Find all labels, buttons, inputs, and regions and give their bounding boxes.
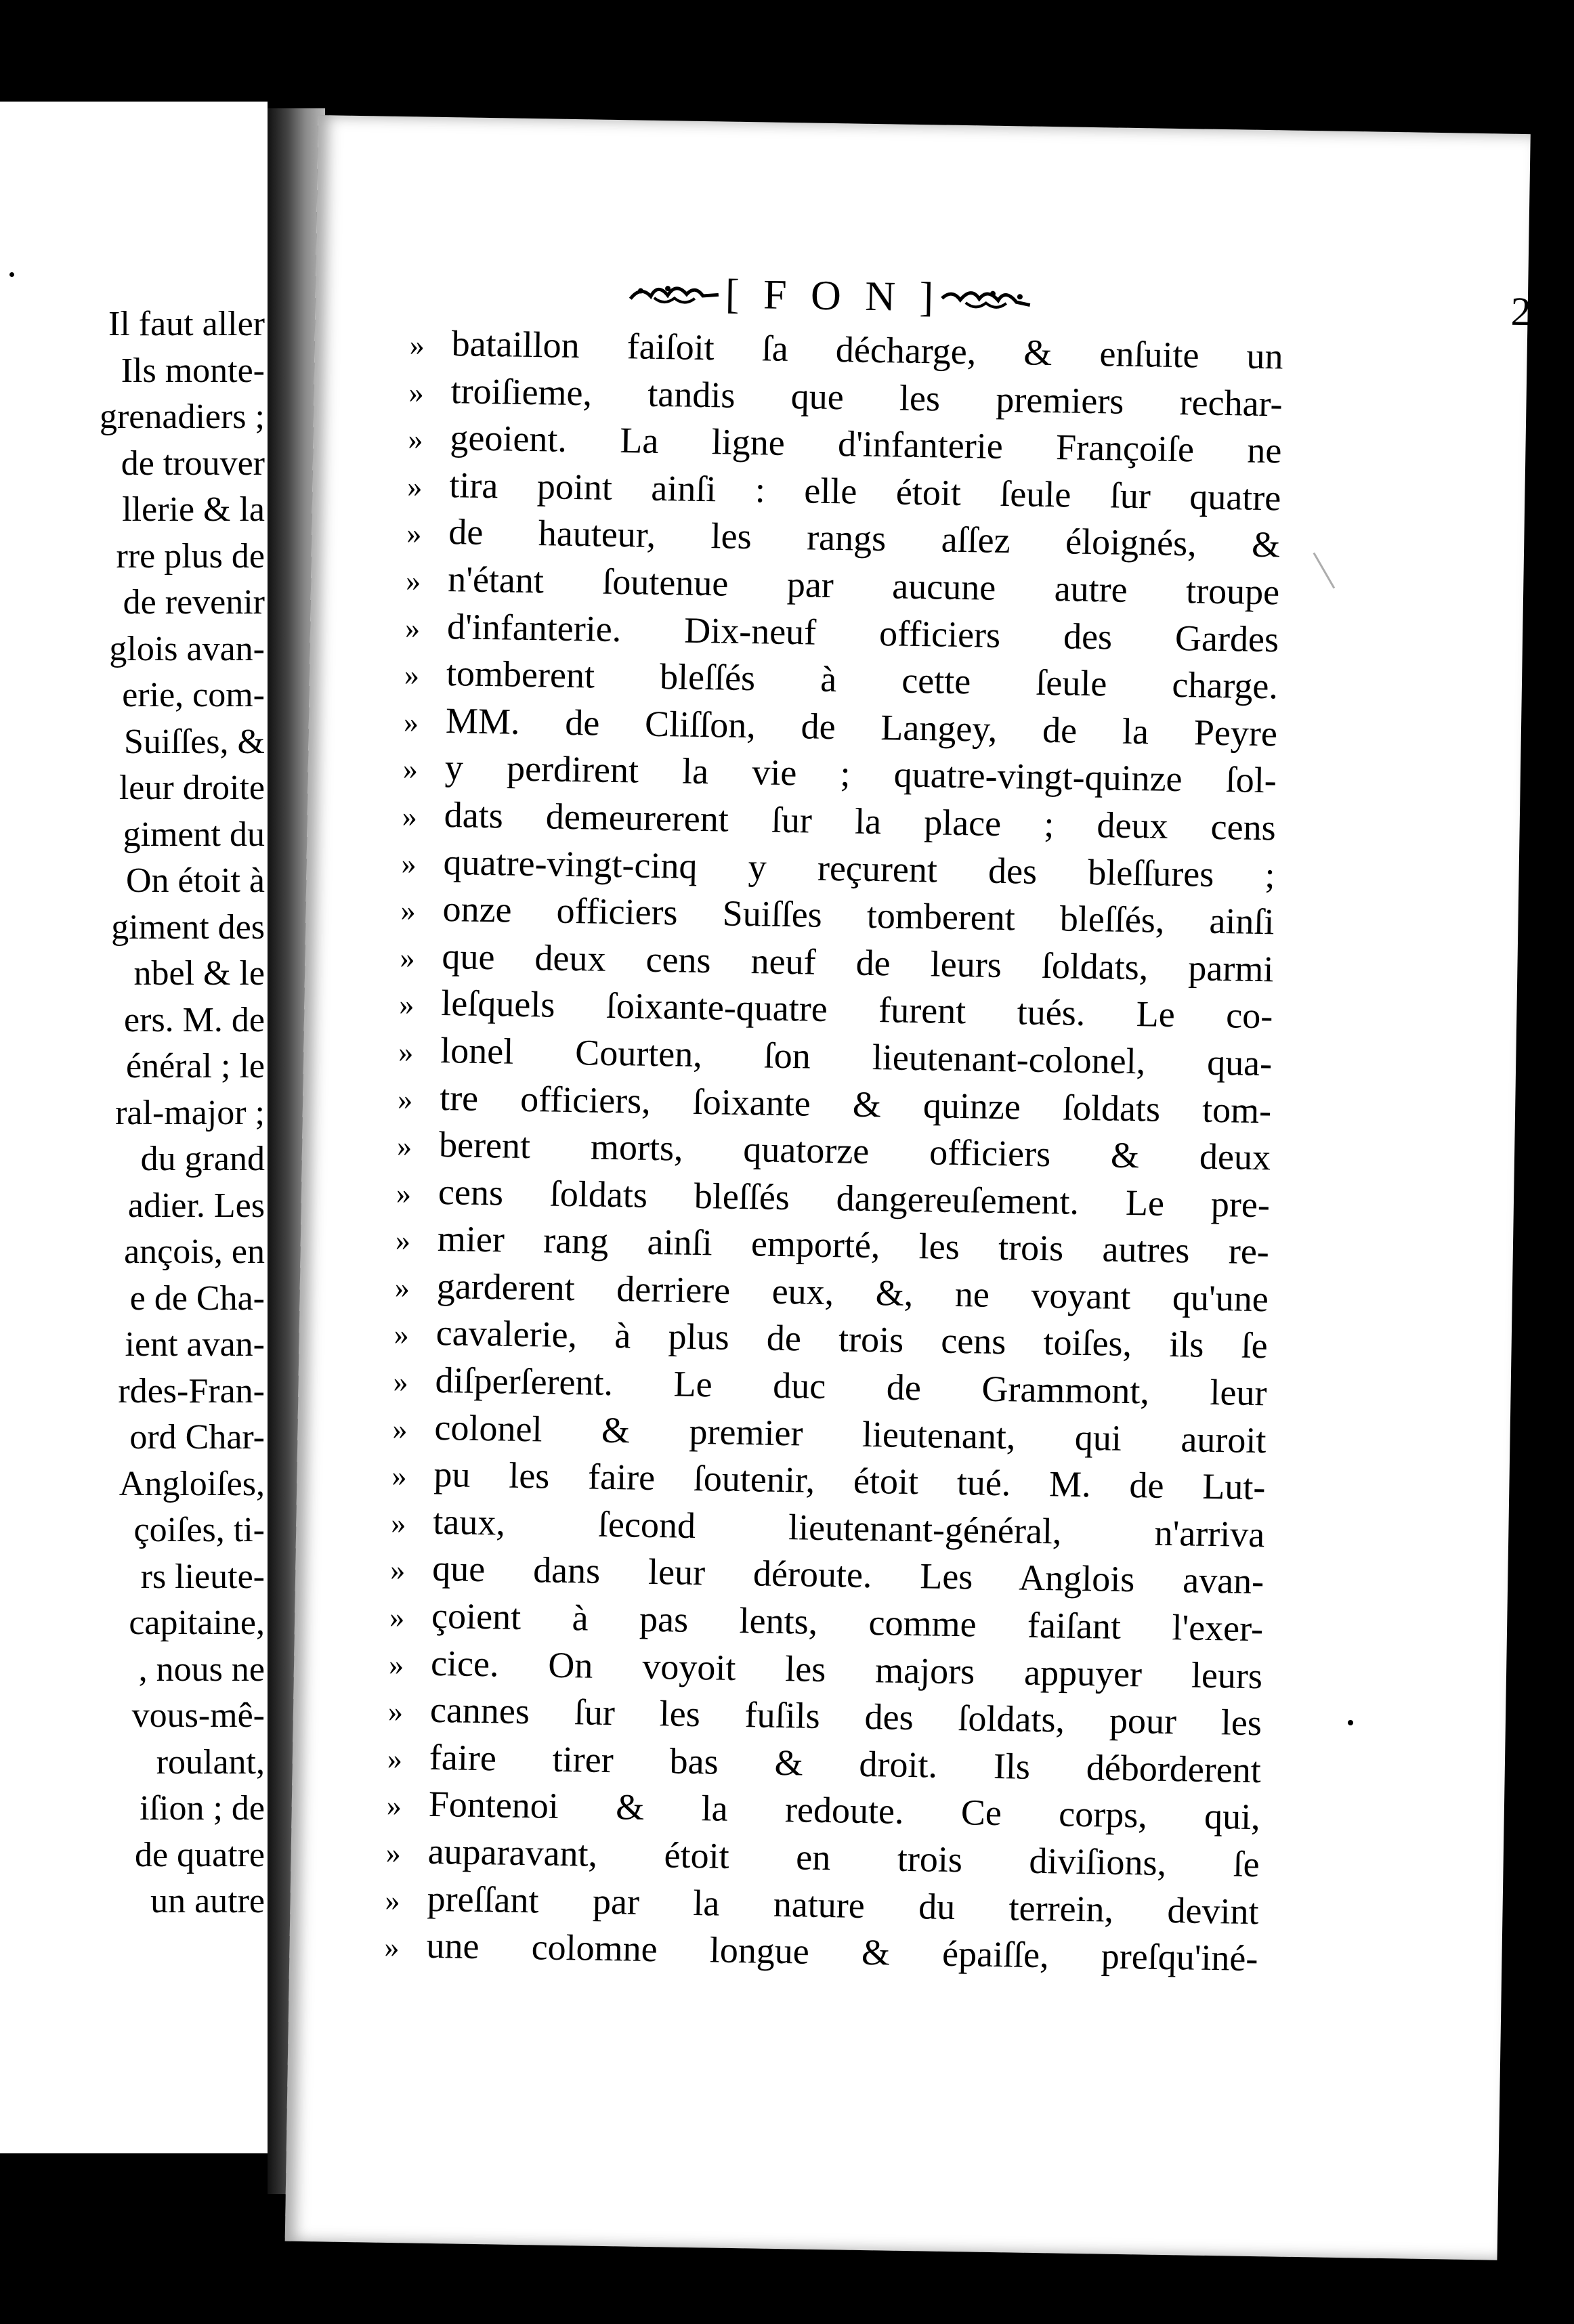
- left-page-line: giment des: [111, 907, 265, 947]
- left-page-line: Suiſſes, &: [123, 722, 265, 761]
- left-page-line: de revenir: [123, 583, 265, 622]
- left-ornament-icon: [627, 278, 723, 309]
- quote-mark: »: [387, 1742, 403, 1776]
- quote-mark: »: [402, 800, 418, 834]
- left-page-line: ers. M. de: [124, 1000, 265, 1039]
- quote-mark: »: [406, 517, 422, 551]
- left-page-line: llerie & la: [122, 490, 265, 529]
- left-page-line: du grand: [140, 1140, 265, 1178]
- quote-mark: »: [397, 1082, 413, 1116]
- line-text: tira point ainſi : elle étoit ſeule ſur quatre: [448, 464, 1281, 519]
- quote-mark: »: [392, 1412, 408, 1446]
- running-head: [ F O N ]: [725, 271, 941, 321]
- line-text: bataillon faiſoit ſa décharge, & enſuite un: [451, 323, 1284, 377]
- line-text: faire tirer bas & droit. Ils déborderent: [429, 1736, 1262, 1790]
- left-page-line: On étoit à: [125, 861, 265, 900]
- line-text: auparavant, étoit en trois diviſions, ſe: [427, 1830, 1260, 1885]
- quote-mark: »: [409, 328, 425, 362]
- quote-mark: »: [404, 658, 420, 692]
- line-text: que deux cens neuf de leurs ſoldats, parmi: [442, 935, 1274, 990]
- quote-mark: »: [394, 1270, 410, 1305]
- quote-mark: »: [396, 1129, 412, 1163]
- line-text: garderent derriere eux, &, ne voyant qu'une: [436, 1265, 1269, 1320]
- left-page-line: grenadiers ;: [99, 397, 265, 436]
- quote-mark: »: [395, 1224, 411, 1257]
- line-text: cens ſoldats bleſſés dangereuſement. Le pre-: [438, 1171, 1271, 1225]
- left-page-line: , nous ne: [138, 1650, 265, 1689]
- left-page-line: de quatre: [134, 1835, 265, 1874]
- quote-mark: »: [398, 988, 414, 1022]
- line-text: geoient. La ligne d'infanterie Françoiſe ne: [450, 417, 1282, 471]
- line-text: cannes ſur les fuſils des ſoldats, pour les: [429, 1690, 1262, 1744]
- left-page-line: giment du: [123, 815, 265, 854]
- line-text: de hauteur, les rangs aſſez éloignés, &: [448, 511, 1281, 565]
- quote-mark: »: [385, 1836, 402, 1870]
- line-text: diſperſerent. Le duc de Grammont, leur: [435, 1360, 1267, 1414]
- line-text: que dans leur déroute. Les Anglois avan-: [431, 1548, 1264, 1602]
- left-page-line: capitaine,: [129, 1604, 265, 1642]
- quote-mark: »: [393, 1365, 409, 1399]
- left-page-text: [1, 301, 265, 1925]
- quote-mark: »: [384, 1931, 400, 1964]
- quote-mark: »: [407, 469, 423, 504]
- line-text: troiſieme, tandis que les premiers rechar-: [450, 370, 1283, 425]
- line-text: lonel Courten, ſon lieutenant-colonel, qua-: [440, 1029, 1273, 1084]
- left-page-line: adier. Les: [127, 1186, 265, 1225]
- body-text: [384, 320, 1283, 1983]
- line-text: berent morts, quatorze officiers & deux: [438, 1124, 1271, 1178]
- quote-mark: »: [408, 375, 424, 410]
- main-page: [285, 115, 1552, 2260]
- left-page-line: çoiſes, ti-: [133, 1511, 265, 1549]
- ink-dot: [9, 272, 14, 277]
- left-page-line: rre plus de: [116, 536, 265, 576]
- left-page-line: un autre: [150, 1882, 265, 1920]
- line-text: pu les faire ſoutenir, étoit tué. M. de Lut-: [433, 1454, 1266, 1508]
- quote-mark: »: [398, 1035, 414, 1069]
- quote-mark: »: [391, 1459, 407, 1493]
- page-number: 25: [1510, 288, 1552, 335]
- left-page-line: e de Cha-: [129, 1278, 265, 1318]
- quote-mark: »: [389, 1600, 405, 1635]
- left-page-line: vous-mê-: [131, 1696, 265, 1735]
- left-page-line: ançois, en: [124, 1232, 265, 1271]
- left-page-line: iſion ; de: [140, 1789, 265, 1828]
- right-ornament-icon: [939, 283, 1034, 314]
- quote-mark: »: [389, 1553, 406, 1587]
- left-page-line: ient avan-: [125, 1325, 265, 1364]
- left-page-line: leur droite: [119, 769, 265, 807]
- quote-mark: »: [396, 1176, 412, 1211]
- quote-mark: »: [408, 423, 423, 456]
- quote-mark: »: [388, 1648, 404, 1681]
- line-text: d'infanterie. Dix-neuf officiers des Gardes: [446, 605, 1279, 660]
- quote-mark: »: [385, 1883, 400, 1917]
- left-page-line: Ils monte-: [121, 351, 265, 390]
- left-page-line: nbel & le: [133, 954, 265, 993]
- left-page-line: roulant,: [156, 1742, 265, 1782]
- left-page-line: de trouver: [121, 444, 265, 483]
- left-page-line: énéral ; le: [126, 1047, 265, 1085]
- line-text: cavalerie, à plus de trois cens toiſes, ils ſe: [435, 1312, 1269, 1367]
- line-text: tre officiers, ſoixante & quinze ſoldats tom-: [439, 1077, 1272, 1131]
- line-text: mier rang ainſi emporté, les trois autres re-: [437, 1218, 1270, 1272]
- line-text: Fontenoi & la redoute. Ce corps, qui,: [428, 1784, 1261, 1838]
- left-page-line: Il faut aller: [108, 305, 265, 343]
- quote-mark: »: [403, 705, 419, 739]
- line-text: MM. de Cliſſon, de Langey, de la Peyre: [445, 700, 1278, 754]
- quote-mark: »: [390, 1506, 406, 1541]
- left-page-line: rs lieute-: [140, 1557, 265, 1596]
- quote-mark: »: [402, 752, 419, 786]
- line-text: dats demeurerent ſur la place ; deux cens: [444, 794, 1277, 848]
- quote-mark: »: [387, 1695, 404, 1729]
- line-text: cice. On voyoit les majors appuyer leurs: [430, 1642, 1263, 1696]
- left-page-line: Angloiſes,: [119, 1464, 265, 1503]
- quote-mark: »: [400, 941, 415, 975]
- line-text: une colomne longue & épaiſſe, preſqu'iné-: [426, 1925, 1258, 1979]
- line-text: quatre-vingt-cinq y reçurent des bleſſures ;: [443, 841, 1276, 895]
- quote-mark: »: [405, 564, 421, 598]
- line-text: çoient à pas lents, comme faiſant l'exer-: [431, 1595, 1264, 1650]
- line-text: taux, ſecond lieutenant-général, n'arriva: [432, 1501, 1265, 1555]
- quote-mark: »: [400, 894, 416, 928]
- left-page-line: ral-major ;: [115, 1093, 265, 1132]
- left-page-line: erie, com-: [122, 676, 265, 714]
- line-text: colonel & premier lieutenant, qui auroit: [434, 1406, 1267, 1461]
- line-text: preſſant par la nature du terrein, devint: [427, 1878, 1259, 1932]
- left-page-line: rdes-Fran-: [118, 1371, 265, 1411]
- line-text: leſquels ſoixante-quatre furent tués. Le co-: [440, 983, 1273, 1037]
- line-text: tomberent bleſſés à cette ſeule charge.: [446, 653, 1279, 707]
- line-text: y perdirent la vie ; quatre-vingt-quinze ſol-: [444, 747, 1277, 801]
- quote-mark: »: [401, 846, 417, 880]
- left-page: [0, 102, 268, 2153]
- line-text: n'étant ſoutenue par aucune autre troupe: [447, 559, 1280, 613]
- line-text: onze officiers Suiſſes tomberent bleſſés, ainſi: [442, 888, 1275, 943]
- left-page-line: ord Char-: [129, 1418, 265, 1457]
- quote-mark: »: [386, 1789, 402, 1823]
- ink-speck: [1348, 1720, 1353, 1725]
- quote-mark: »: [404, 611, 421, 645]
- quote-mark: »: [394, 1318, 410, 1352]
- left-page-line: glois avan-: [109, 629, 265, 668]
